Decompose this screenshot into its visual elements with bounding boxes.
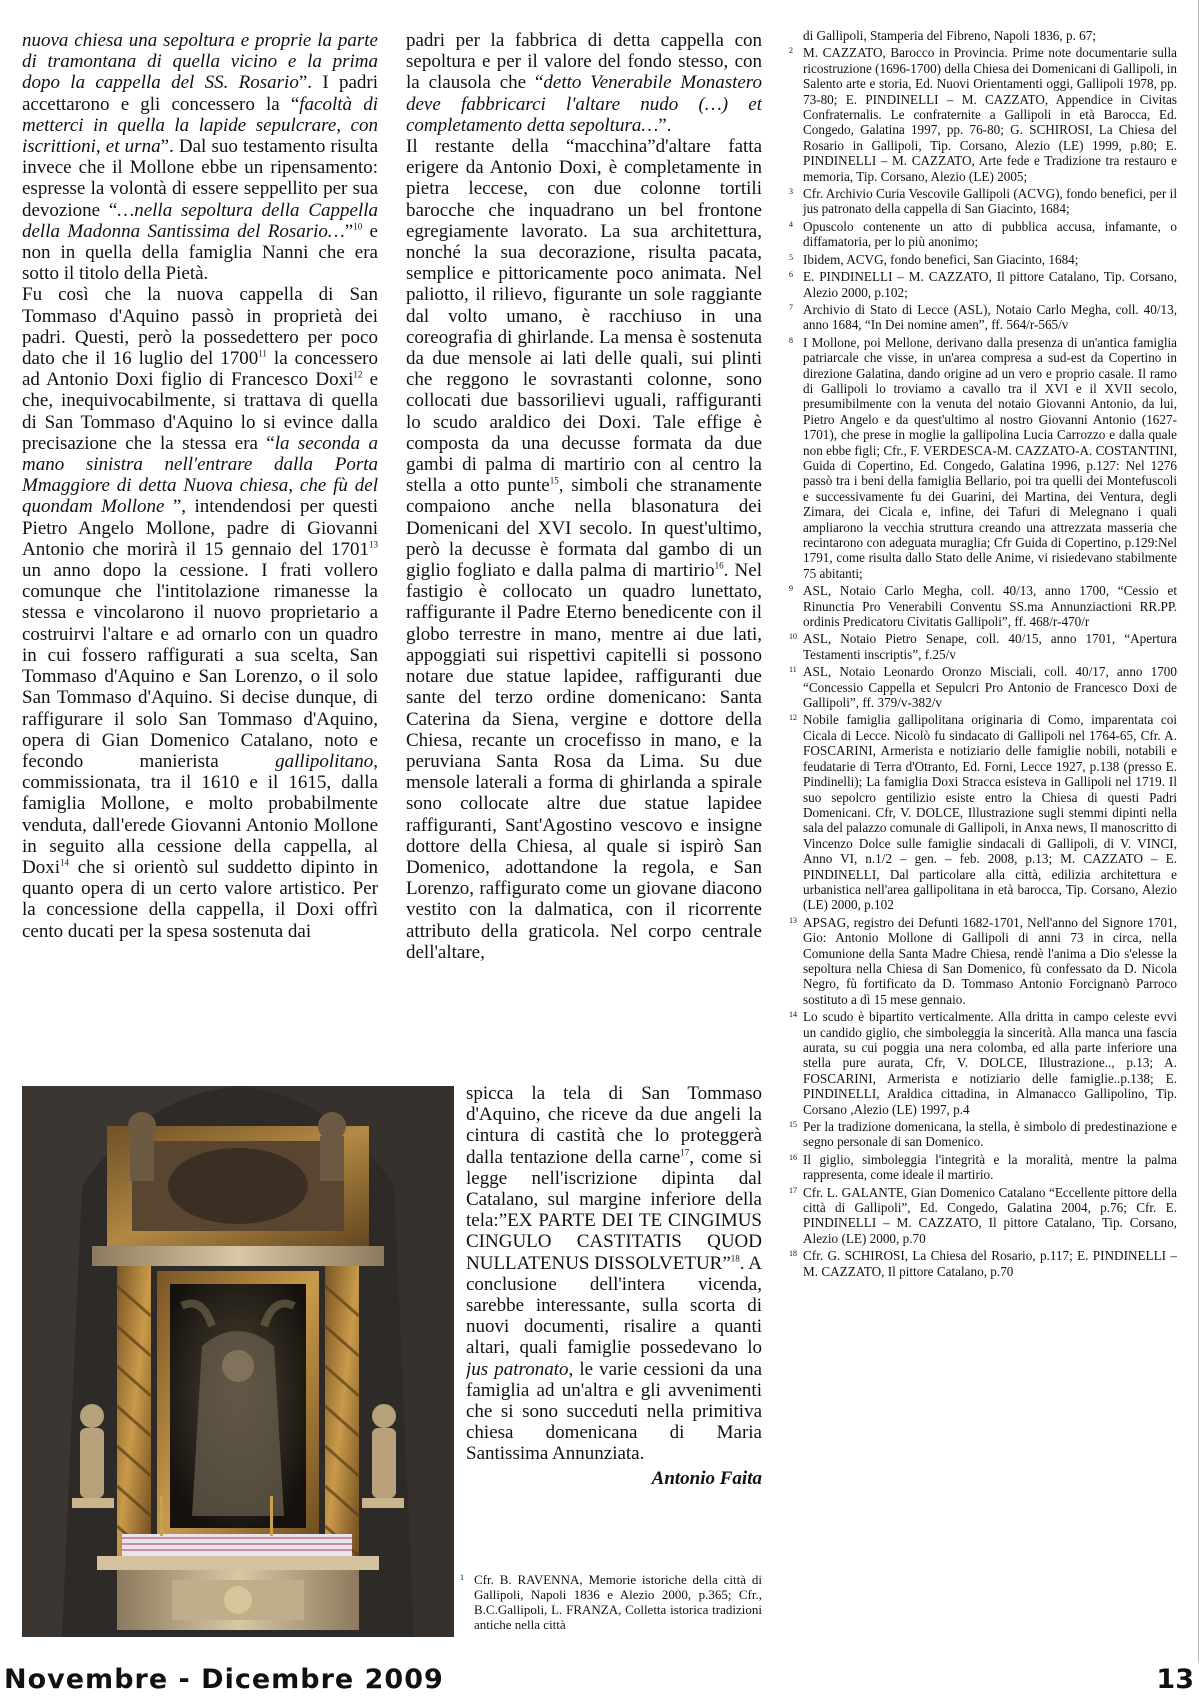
- article-column-1: [22, 30, 378, 1080]
- italic-text: jus patronato: [466, 1358, 569, 1380]
- text-run: Il giglio, simboleggia l'integrità e la moralità, mentre la palma rappresenta, come ideale il martirio.: [803, 1151, 1177, 1183]
- italic-text: Lo scudo è bipartito verticalmente. Alla dritta in campo celeste evvi un candido giglio, che simboleggia la sincerità. Alla manca una fascia aurata, su cui poggia una nera colomba, ed alla parte inferiore una stella pure aurata: [803, 1009, 1177, 1071]
- text-run: Fu così che la nuova cappella di San Tommaso d'Aquino passò in proprietà dei padri. Questi, però la possedettero per poco dato che il 16 luglio del 1700: [22, 284, 378, 370]
- italic-text: Nell'anno del Signore 1701, Gio: Antonio Mollone di Gallipoli di anni 73 in circa, nella Comunione della Santa Madre Chiesa, rendè l'anima a Dio s'elesse la sepoltura nella Chiesa di San Domenico, fù confessato da D. Nicola Negro, fù fortificato da D. Tommaso Antonio Forcignanò Parroco sostituto a dì 15 mese gennaio.: [803, 914, 1177, 1007]
- text-run: , Ed. Congedo, Galatina 1996, p.127: Nel 1276 passò tra i beni della famiglia Bellario, poi tra quelli dei Montefuscoli e successivamente fu dei Guarini, dei Martina, dei Ventura, degli Zimara, dei Cicala e, infine, dei Tafuri di Melegnano i quali ampliarono la vecchia struttura creando una attrezzata masseria che recintarono con adeguata muraglia; Cfr: [803, 457, 1177, 550]
- italic-text: Ibidem: [803, 251, 841, 267]
- text-run: , Stamperia del Fibreno, Napoli 1836, p. 67;: [863, 28, 1097, 43]
- text-run: , Napoli 1836 e Alezio 2000, p.365; Cfr., B.C.Gallipoli, L. FRANZA,: [474, 1587, 762, 1617]
- italic-text: In Dei nomine amen: [870, 317, 979, 333]
- footnote-ref: 16: [714, 560, 724, 571]
- text-run: , commissionata, tra il 1610 e il 1615, dalla famiglia Mollone, e molto probabilmente venduta, dall'erede Giovanni Antonio Mollone in seguito alla cessione della cappella, al Doxi: [22, 750, 378, 878]
- italic-text: Il pittore Catalano: [887, 1263, 984, 1279]
- text-run: ”.: [658, 114, 672, 136]
- italic-text: Il pittore Catalano: [996, 269, 1096, 285]
- italic-text: Cessio et Rinunctia Pro Venerabili Conventu SS.ma Annunziactioni RR.PP. ordinis Predicatoru Civitatis Gallipoli: [803, 583, 1177, 630]
- footnote: [789, 219, 1177, 250]
- text-run: Archivio di Stato di Lecce (ASL), Notaio Carlo Megha, coll. 40/13, anno 1684, “: [803, 301, 1177, 333]
- footnote-number: 2: [789, 46, 793, 56]
- footnote-number: 4: [789, 219, 793, 229]
- footnote: [789, 252, 1177, 267]
- footnotes-column: [789, 28, 1177, 1608]
- italic-text: Dal particolare alla città, edilizia architettura e urbanistica nell'area gallipolitana in età barocca: [803, 866, 1177, 897]
- italic-text: Armerista e notiziario delle famiglie..: [887, 1070, 1121, 1086]
- italic-text: detto Venerabile Monastero deve fabbricarci l'altare nudo (…) et completamento detta sepoltura…: [406, 72, 762, 136]
- footnote-number: 1: [460, 1573, 464, 1582]
- text-run: , p.13; A. FOSCARINI,: [803, 1055, 1177, 1086]
- text-run: un anno dopo la cessione. I frati vollero comunque che l'intitolazione rimanesse la stessa e vincolarono il nuovo proprietario a costruirvi l'altare e ad ornarlo con un quadro in cui fossero raffigurati a sua scelta, San Tommaso d'Aquino e San Lorenzo, o il solo San Tommaso d'Aquino. Si decise dunque, di raffigurare il solo San Tommaso d'Aquino, opera di Gian Domenico Catalano, noto e fecondo manierista: [22, 560, 378, 772]
- italic-text: Illustrazione..: [1038, 1055, 1112, 1071]
- footnote: [789, 335, 1177, 582]
- text-run: M. CAZZATO,: [803, 45, 891, 61]
- footnote: [789, 1152, 1177, 1183]
- issue-date: Novembre - Dicembre 2009: [4, 1664, 444, 1695]
- text-run: , come si legge nell'iscrizione dipinta dal Catalano, sul margine inferiore della tela:”EX PARTE DEI TE CINGIMUS CINGULO CASTITATIS QUOD NULLATENUS DISSOLVETUR”: [466, 1146, 762, 1274]
- footnote-number: 17: [789, 1185, 797, 1195]
- paragraph: [406, 136, 762, 963]
- text-run: ”. Dal suo testamento risulta invece che il Mollone ebbe un ripensamento: espresse la volontà di essere seppellito per sua devozione “: [22, 136, 378, 221]
- article-column-2: [406, 30, 762, 1080]
- footnote-number: 5: [789, 252, 793, 262]
- text-run: , ACVG, fondo benefici, San Giacinto, 1684;: [840, 251, 1079, 267]
- italic-text: Il manoscritto di Vincenzo Dolce sulle famiglie sindacali di Gallipoli: [803, 820, 1177, 851]
- text-run: APSAG, registro dei Defunti 1682-1701,: [803, 914, 1028, 930]
- text-run: , Cfr, V. DOLCE,: [910, 1055, 1039, 1071]
- text-run: Il restante della “macchina”d'altare fatta erigere da Antonio Doxi, è completamente in pietra leccese, con due colonne tortili barocche che inquadrano un bel frontone egregiamente lavorato. La sua architettura, nonché la sua decorazione, risulta pacata, semplice e pittoricamente poco animata. Nel paliotto, il rilievo, figurante un sole raggiante dal volto umano, è racchiuso in una coreografia di ghirlande. La mensa è sostenuta da due mensole ai lati delle quali, sui plinti che reggono le sovrastanti colonne, sono collocati due bassorilievi uguali, raffiguranti lo scudo araldico dei Doxi. Tale effige è composta da una decusse formata da due gambi di palma di martirio con al centro la stella a otto punte: [406, 136, 762, 497]
- text-run: , le varie cessioni da una famiglia ad un'altra e gli avvenimenti che si sono succeduti nella primitiva chiesa domenicana di Maria Santissima Annunziata.: [466, 1358, 762, 1465]
- footnote: [789, 269, 1177, 300]
- text-run: ASL, Notaio Carlo Megha, coll. 40/13, anno 1700, “: [803, 583, 1124, 599]
- italic-text: la seconda a mano sinistra nell'entrare dalla Porta Mmaggiore di detta Nuova chiesa, che fù del quondam Mollone: [22, 432, 378, 518]
- text-run: . A conclusione dell'intera vicenda, sarebbe interessante, sulla scorta di nuovi documenti, risalire a quanti altari, quali famiglie possedevano lo: [466, 1252, 762, 1359]
- text-run: Cfr. L. GALANTE,: [803, 1184, 911, 1200]
- text-run: , in Anxa news,: [1004, 820, 1090, 836]
- footnote: [789, 712, 1177, 912]
- text-run: Cfr. G. SCHIROSI, La Chiesa del Rosario, p.117; E. PINDINELLI – M. CAZZATO,: [803, 1248, 1177, 1279]
- italic-text: Illustrazione sugli stemmi dipinti nella sala del palazzo comunale di Gallipoli: [803, 804, 1177, 836]
- footnote-number: 18: [789, 1249, 797, 1259]
- text-run: ”: [344, 220, 354, 242]
- italic-text: …nella sepoltura della Cappella della Madonna Santissima del Rosario…: [22, 199, 378, 242]
- text-run: Per la tradizione domenicana, la stella, è simbolo di predestinazione e segno personale di san Domenico.: [803, 1119, 1177, 1150]
- text-run: Cfr. B. RAVENNA,: [474, 1572, 589, 1587]
- text-run: , Ed. Forni, Lecce 1927, p.138 (presso E. Pindinelli); La famiglia Doxi Stracca esisteva in Gallipoli nel 1719. Il suo sepolcro gentilizio esiste entro la Chiesa di questi Padri Domenicani. Cfr, V. DOLCE,: [803, 758, 1177, 820]
- footnote-ref: 14: [60, 857, 69, 868]
- text-run: ASL, Notaio Pietro Senape, coll. 40/15, anno 1701, “: [803, 631, 1131, 647]
- footnote-ref: 18: [730, 1253, 740, 1264]
- footnote-number: 13: [789, 915, 797, 925]
- text-run: p.138; E. PINDINELLI, Araldica cittadina, in Almanacco Gallipolino, Tip. Corsano ,Alezio (LE) 1997, p.4: [803, 1070, 1177, 1117]
- paragraph: [22, 284, 378, 941]
- footnote: [789, 1185, 1177, 1247]
- italic-text: Guida di Copertino: [803, 457, 911, 473]
- footnote: [789, 631, 1177, 662]
- footnote: [789, 1248, 1177, 1279]
- italic-text: Concessio Cappella et Sepulcri Pro Antonio de Francesco Doxi de Gallipoli: [803, 679, 1177, 711]
- footnote: [460, 1572, 762, 1632]
- text-run: . Nel fastigio è collocato un quadro lunettato, raffigurante il Padre Eterno benedicente con il globo terrestre in mano, mentre ai due lati, appoggiati sui rispettivi capitelli si possono notare due statue lapidee, raffiguranti due sante del terzo ordine domenicano: Santa Caterina da Siena, vergine e dottore della Chiesa, recante un crocefisso in mano, e la peruviana Santa Rosa da Lima. Su due mensole laterali a forma di ghirlanda a spirale sono collocate altre due statue lapidee raffiguranti, Sant'Agostino vescovo e insigne dottore della Chiesa, al quale si ispirò San Domenico, adottandone la regola, e San Lorenzo, raffigurato come un giovane diacono vestito con la dalmatica, con il ricorrente attributo della graticola. Nel corpo centrale dell'altare,: [406, 560, 762, 963]
- text-run: ”, ff. 468/r-470/r: [1001, 614, 1090, 630]
- italic-text: nuova chiesa una sepoltura e proprie la parte di tramontana di quella vicino e la prima dopo la cappella del SS. Rosario: [22, 30, 378, 94]
- article-column-2-continuation: [466, 1083, 762, 1533]
- footnote: [789, 302, 1177, 333]
- text-run: , di V. VINCI, Anno VI, n.1/2 – gen. – feb. 2008, p.13; M. CAZZATO – E. PINDINELLI,: [803, 835, 1177, 882]
- paragraph: [22, 30, 378, 284]
- footnote-number: 12: [789, 713, 797, 723]
- footnote-number: 7: [789, 302, 793, 312]
- footnote: [789, 583, 1177, 629]
- footnote: [789, 915, 1177, 1007]
- text-run: e non in quella della famiglia Nanni che era sotto il titolo della Pietà.: [22, 220, 378, 285]
- text-run: ”. I padri accettarono e gli concessero la “: [22, 72, 378, 115]
- text-run: , p.129:Nel 1791, come risulta dallo Stato delle Anime, vi risiedevano stabilmente 75 abitanti;: [803, 535, 1177, 581]
- italic-text: facoltà di metterci in quella la lapide sepulcrare, con iscrittioni, et urna: [22, 93, 378, 158]
- footnote-ref: 15: [549, 475, 559, 486]
- footnote-number: 11: [789, 665, 797, 675]
- author-signature: Antonio Faita: [651, 1467, 762, 1489]
- footnote-ref: 12: [353, 369, 363, 380]
- footnote-number: 10: [789, 632, 797, 642]
- text-run: , Ed. Nuovi Orientamenti oggi, Gallipoli 1978, pp. 73-80; E. PINDINELLI – M. CAZZATO, Appendice in: [803, 76, 1177, 107]
- footnote-ref: 11: [258, 348, 267, 359]
- text-run: E. PINDINELLI – M. CAZZATO,: [803, 269, 997, 285]
- text-run: , Ed. Congedo, Galatina 2004, p.76; Cfr. E. PINDINELLI – M. CAZZATO,: [803, 1200, 1177, 1231]
- text-run: padri per la fabbrica di detta cappella con sepoltura e per il valore del fondo stesso, con la clausola che “: [406, 30, 762, 94]
- text-run: ”, ff. 379/v-382/v: [849, 695, 942, 711]
- italic-text: Salento arte e storia: [803, 76, 909, 92]
- italic-text: Apertura Testamenti inscriptis: [803, 631, 1177, 662]
- text-run: Nobile famiglia gallipolitana originaria di Como, imparentata coi Cicala di Lecce. Nicolò fu sindacato di Gallipoli nel 1764-65, Cfr. A. FOSCARINI,: [803, 712, 1177, 759]
- italic-text: Barocco in Provincia. Prime note documentarie sulla ricostruzione (1696-1700) della Chiesa dei Domenicani di Gallipoli: [803, 45, 1177, 76]
- footnote: [789, 45, 1177, 184]
- text-run: , Tip. Corsano, Alezio (LE) 1999, p.80; E. PINDINELLI – M. CAZZATO, Arte fede e Tradizione tra restauro e memoria, Tip. Corsano, Alezio (LE) 2005;: [803, 137, 1177, 184]
- footnote-ref: 13: [369, 539, 378, 550]
- text-run: , Tip. Corsano, Alezio (LE) 2000, p.102: [803, 881, 1177, 913]
- footnote-number: 14: [789, 1010, 797, 1020]
- text-run: ASL, Notaio Leonardo Oronzo Misciali, coll. 40/17, anno 1700 “: [803, 664, 1177, 695]
- text-run: la concessero ad Antonio Doxi figlio di Francesco Doxi: [22, 348, 378, 391]
- text-run: , p.70: [983, 1263, 1014, 1279]
- italic-text: Guida di Copertino: [1015, 535, 1118, 550]
- italic-text: gallipolitano: [275, 750, 374, 772]
- text-run: , Tip. Corsano, Alezio (LE) 2000, p.70: [803, 1215, 1177, 1246]
- page-number: 13: [1156, 1664, 1194, 1695]
- text-run: che si orientò sul suddetto dipinto in quanto opera di un certo valore artistico. Per la concessione della cappella, il Doxi offrì cento ducati per la spesa sostenuta dai: [22, 856, 378, 942]
- altar-illustration: [22, 1086, 454, 1637]
- footnote-ref: 17: [680, 1147, 690, 1158]
- text-run: spicca la tela di San Tommaso d'Aquino, che riceve da due angeli la cintura di castità che lo proteggerà dalla tentazione della carne: [466, 1083, 762, 1168]
- text-run: , in: [1160, 60, 1177, 76]
- italic-text: Memorie istoriche della città di Gallipoli: [474, 1572, 762, 1602]
- footnote: [789, 186, 1177, 217]
- text-run: ”, f.25/v: [912, 646, 956, 662]
- footnote: [789, 1009, 1177, 1117]
- footnote-number: 16: [789, 1152, 797, 1162]
- text-run: , Tip. Corsano, Alezio 2000, p.102;: [803, 269, 1177, 300]
- paragraph: [466, 1083, 762, 1465]
- text-run: Opuscolo contenente un atto di pubblica accusa, infamante, o diffamatoria, per lo più anonimo;: [803, 218, 1177, 250]
- footnote: [789, 664, 1177, 710]
- italic-text: Civitas Confraternalis. Le confraternite a Gallipoli in età Barocca: [803, 91, 1177, 123]
- footnote-number: 15: [789, 1120, 797, 1130]
- text-run: I Mollone, poi Mellone, derivano dalla presenza di un'antica famiglia patriarcale che visse, in un'area compresa a sud-est da Copertino in direzione Galatina, dando origine ad un vero e proprio casale. Il ramo di Gallipoli lo troviamo a cavallo tra il XVI e il XVII secolo, presumibilmente con la venuta del notaio Giovanni Antonio, da lui, Pietro Angelo e da quest'ultimo al nostro Giovanni Antonio (1627-1701), che prese in moglie la gallipolina Lucia Carrozzo e dalla quale non ebbe figli; Cfr., F. VERDESCA-M. CAZZATO-A. COSTANTINI,: [803, 334, 1177, 458]
- footnote-1: [460, 1572, 762, 1662]
- text-run: ”, ff. 564/r-565/v: [978, 317, 1069, 333]
- footnote-number: 6: [789, 270, 793, 280]
- text-run: , simboli che stranamente compaiono anche nella blasonatura dei Domenicani del XVI secolo. In quest'ultimo, però la decusse è formata dal gambo di un giglio fogliato e dalla palma di martirio: [406, 475, 762, 582]
- footnote: [789, 1119, 1177, 1150]
- italic-text: Il pittore Catalano: [988, 1215, 1092, 1231]
- footnote-number: 3: [789, 187, 793, 197]
- altar-photo: [22, 1086, 454, 1637]
- italic-text: Colletta istorica tradizioni antiche nella città: [474, 1602, 762, 1632]
- footnote-number: 9: [789, 584, 793, 594]
- italic-text: di Gallipoli: [803, 28, 864, 43]
- text-run: ”, intendendosi per questi Pietro Angelo Mollone, padre di Giovanni Antonio che morirà il 15 gennaio del 1701: [22, 496, 378, 560]
- footnote: [789, 28, 1177, 43]
- footnote-number: 8: [789, 335, 793, 345]
- paragraph: [406, 30, 762, 136]
- text-run: e che, inequivocabilmente, si trattava di quella di San Tommaso d'Aquino lo si evince dalla precisazione che la stessa era “: [22, 369, 378, 454]
- italic-text: La Chiesa del Rosario in Gallipoli: [803, 122, 1177, 153]
- footnote-ref: 10: [353, 221, 363, 232]
- text-run: , Ed. Congedo, Galatina 1997, pp. 76-80; G. SCHIROSI,: [803, 107, 1177, 138]
- text-run: Cfr. Archivio Curia Vescovile Gallipoli (ACVG), fondo benefici, per il jus patronato della cappella di San Giacinto, 1684;: [803, 186, 1177, 217]
- italic-text: Armerista e notiziario delle famiglie nobili, notabili e feudatarie di Terra d'Otranto: [803, 743, 1177, 774]
- italic-text: Gian Domenico Catalano “Eccellente pittore della città di Gallipoli”: [803, 1184, 1177, 1216]
